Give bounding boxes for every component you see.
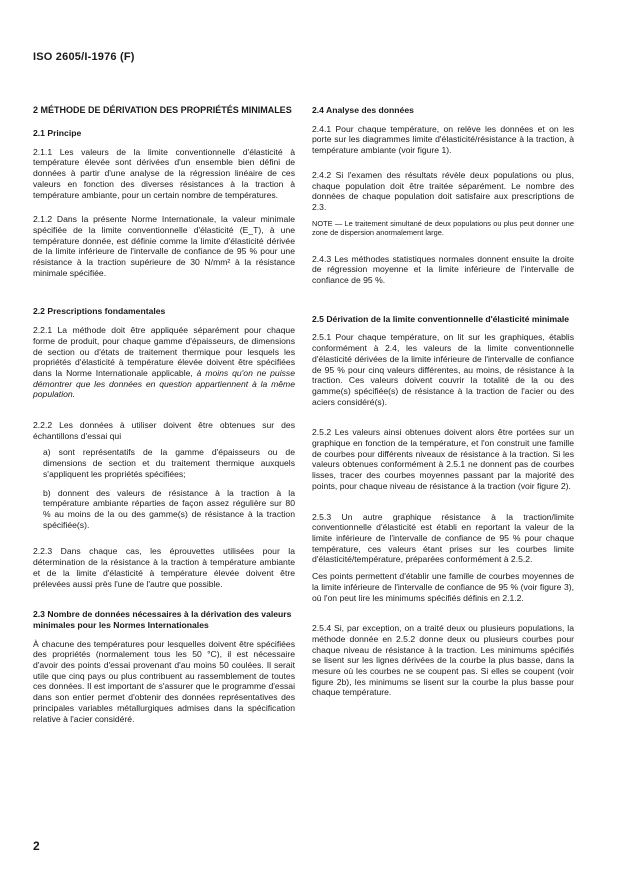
note: NOTE — Le traitement simultané de deux populations ou plus peut donner une zone de dispersion anormalement large.	[312, 218, 574, 238]
section-2-1-title: 2.1 Principe	[33, 128, 82, 138]
document-header: ISO 2605/I-1976 (F)	[33, 51, 135, 63]
clause-2-2-2-item-b: b) donnent des valeurs de résistance à la traction à la température ambiante réparties de façon assez régulière sur 80 % au moins de la ou des gamme(s) de résistance à la traction spécifiée(s).	[43, 487, 295, 530]
clause-2-2-1-italic: à moins qu'on ne puisse démontrer que les données en question appartiennent à la même population.	[33, 367, 295, 400]
clause-2-1-2: 2.1.2 Dans la présente Norme Internationale, la valeur minimale spécifiée de la limite conventionnelle d'élasticité (E_T), à une température donnée, est définie comme la limite d'élasticité dérivée de la limite inférieure de l'intervalle de confiance de 95 % pour une résistance à la traction supérieure de 30 N/mm² à la résistance minimale spécifiée.	[33, 214, 295, 278]
section-2-2-title: 2.2 Prescriptions fondamentales	[33, 306, 166, 317]
section-2-3-title: 2.3 Nombre de données nécessaires à la dérivation des valeurs minimales pour les Normes Internationales	[33, 609, 292, 630]
clause-2-2-2-item-a: a) sont représentatifs de la gamme d'épaisseurs ou de dimensions de section et du traitement thermique auxquels s'appliquent les propriétés spécifiées;	[43, 447, 295, 479]
clause-2-4-3: 2.4.3 Les méthodes statistiques normales donnent ensuite la droite de régression moyenne et la limite inférieure de l'intervalle de confiance de 95 %.	[312, 253, 574, 286]
section-2-4-title: 2.4 Analyse des données	[312, 105, 414, 115]
clause-2-3: À chacune des températures pour lesquelles doivent être spécifiées des propriétés (normalement tous les 50 °C), il est nécessaire d'avoir des points d'essai provenant d'au moins 50 coulées. Il serait utile que cinq pays ou plus contribuent au rassemblement de toutes ces données. Il est important de s'assurer que le programme d'essai dans son entier permet d'obtenir des données représentatives des principales variables métallurgiques admises dans la spécification relative à l'acier considéré.	[33, 638, 295, 724]
clause-2-2-1	[33, 325, 295, 400]
clause-2-5-2: 2.5.2 Les valeurs ainsi obtenues doivent alors être portées sur un graphique en fonction de la température, et l'on construit une famille de courbes pour différents niveaux de résistance à la traction. Si les valeurs obtenues conformément à 2.5.1 ne donnent pas de courbes lisses, tracer des courbes moyennes passant par la majorité des points, pour chaque niveau de résistance à la traction (voir figure 2).	[312, 427, 574, 491]
clause-2-1-1: 2.1.1 Les valeurs de la limite conventionnelle d'élasticité à température élevée sont dérivées d'un ensemble bien défini de données à partir d'une analyse de la régression linéaire de ces valeurs en fonction des diverses résistances à la traction à température ambiante, pour un certain nombre de températures.	[33, 146, 295, 200]
clause-2-5-3-cont: Ces points permettent d'établir une famille de courbes moyennes de la limite inférieure de l'intervalle de confiance de 95 % (voir figure 3), où l'on peut lire les minimums spécifiés définis en 2.1.2.	[312, 571, 574, 603]
clause-2-5-3: 2.5.3 Un autre graphique résistance à la traction/limite conventionnelle d'élasticité est établi en reportant la valeur de la limite inférieure de l'intervalle de confiance de 95 % pour chaque température, ces valeurs étant prises sur les courbes limite d'élasticité/température, préparées conformément à 2.5.2.	[312, 511, 574, 565]
clause-2-2-1-text: 2.2.1 La méthode doit être appliquée séparément pour chaque forme de produit, pour chaque gamme d'épaisseurs, de dimensions de section ou d'états de traitement thermique pour lesquels les propriétés d'élasticité à température élevée doivent être spécifiées dans la Norme Internationale applicable,	[33, 325, 295, 378]
section-2-title: 2 MÉTHODE DE DÉRIVATION DES PROPRIÉTÉS MINIMALES	[33, 105, 292, 115]
clause-2-5-4: 2.5.4 Si, par exception, on a traité deux ou plusieurs populations, la méthode donnée en 2.5.2 donne deux ou plusieurs courbes pour chaque niveau de résistance à la traction. Les minimums spécifiés se lisent sur les lignes dérivées de la courbe la plus basse, dans la mesure où les courbes ne se coupent pas. Si elles se coupent (voir figure 2b), les minimums se lisent sur la courbe la plus basse pour chaque température.	[312, 623, 574, 698]
section-2-5-title: 2.5 Dérivation de la limite conventionnelle d'élasticité minimale	[312, 313, 570, 324]
clause-2-2-2: 2.2.2 Les données à utiliser doivent être obtenues sur des échantillons d'essai qui	[33, 420, 295, 441]
right-column	[312, 105, 574, 704]
clause-2-4-1: 2.4.1 Pour chaque température, on relève les données et on les porte sur les diagrammes limite d'élasticité/résistance à la traction, à température ambiante (voir figure 1).	[312, 123, 574, 156]
page-number: 2	[33, 839, 40, 853]
left-column	[33, 105, 295, 730]
clause-2-5-1: 2.5.1 Pour chaque température, on lit sur les graphiques, établis conformément à 2.4, les valeurs de la limite conventionnelle d'élasticité dérivées de la limite inférieure de l'intervalle de confiance de 95 % pour cinq valeurs différentes, au moins, de résistance à la traction. Ces valeurs doivent couvrir la totalité de la ou des gamme(s) spécifiée(s) de résistance à la traction de l'acier ou des aciers considéré(s).	[312, 332, 574, 407]
clause-2-2-3: 2.2.3 Dans chaque cas, les éprouvettes utilisées pour la détermination de la résistance à la traction à température ambiante et de la limite d'élasticité à température élevée doivent être prélevées aussi près l'une de l'autre que possible.	[33, 546, 295, 589]
clause-2-4-2: 2.4.2 Si l'examen des résultats révèle deux populations ou plus, chaque population doit être traitée séparément. Le nombre des données de chaque population doit satisfaire aux prescriptions de 2.3.	[312, 169, 574, 212]
